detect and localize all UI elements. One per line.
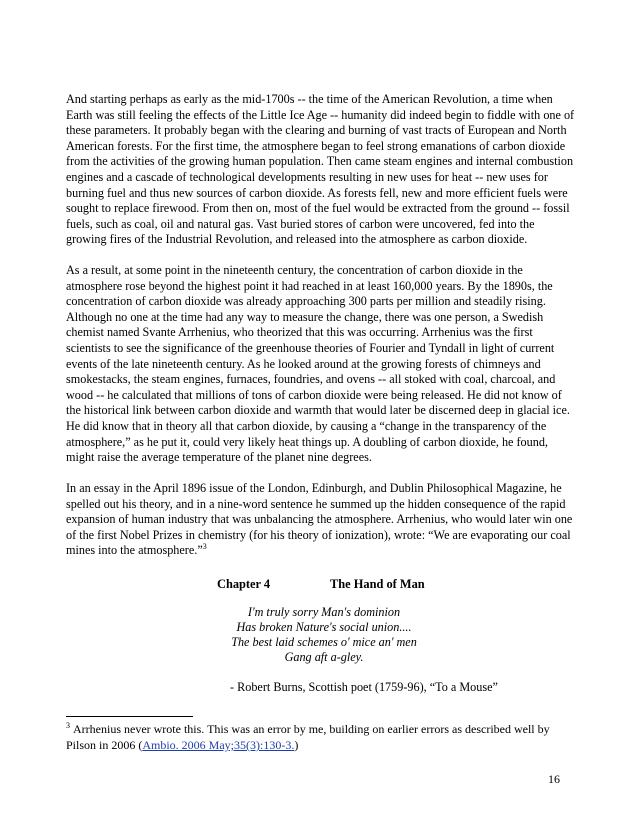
paragraph-text: In an essay in the April 1896 issue of the London, Edinburgh, and Dublin Philosophical Magazine, he spelled out his theory, and in a nine-word sentence he summed up the hidden consequence of the rapid expansion of human industry that was unbalancing the atmosphere. Arrhenius, who would later win one of the first Nobel Prizes in chemistry (for his theory of ionization), wrote: “We are evaporating our coal mines into the atmosphere.” [66,481,573,558]
paragraph-text: As a result, at some point in the nineteenth century, the concentration of carbon dioxide in the atmosphere rose beyond the highest point it had reached in at least 160,000 years. By the 1890s, the concentration of carbon dioxide was already approaching 300 parts per million and steadily rising. Although no one at the time had any way to measure the change, there was one person, a Swedish chemist named Svante Arrhenius, who theorized that this was occurring. Arrhenius was the first scientists to see the significance of the greenhouse theories of Fourier and Tyndall in light of current events of the late nineteenth century. As he looked around at the growing forests of chimneys and smokestacks, the steam engines, furnaces, foundries, and ovens -- all stoked with coal, charcoal, and wood -- he calculated that millions of tons of carbon dioxide were being released. He did not know of the historical link between carbon dioxide and warmth that would later be discerned deep in glacial ice. He did know that in theory all that carbon dioxide, by causing a “change in the transparency of the atmosphere,” as he put it, could very likely heat things up. A doubling of carbon dioxide, he found, might raise the average temperature of the planet nine degrees. [66,263,570,465]
poem-attribution: - Robert Burns, Scottish poet (1759-96), “To a Mouse” [230,680,498,694]
chapter-number: Chapter 4 [217,577,271,591]
footnote-separator [66,716,193,717]
poem-line: The best laid schemes o' mice an' men [231,635,417,649]
footnote-text: Arrhenius never wrote this. This was an error by me, building on earlier errors as described well by Pilson in 2006 ( [66,722,550,752]
footnote-closing: ) [294,738,299,752]
page-number: 16 [548,772,560,786]
poem-line: I'm truly sorry Man's dominion [247,605,401,619]
paragraph-text: And starting perhaps as early as the mid-1700s -- the time of the American Revolution, a time when Earth was still feeling the effects of the Little Ice Age -- humanity did indeed begin to fiddle with one of these parameters. It probably began with the clearing and burning of vast tracts of European and North American forests. For the first time, the atmosphere began to feel strong emanations of carbon dioxide from the activities of the growing human population. Then came steam engines and internal combustion engines and a cascade of technological developments resulting in new uses for heat -- new uses for burning fuel and thus new sources of carbon dioxide. As forests fell, new and more efficient fuels were sought to replace firewood. From then on, most of the fuel would be extracted from the ground -- fossil fuels, such as coal, oil and natural gas. Vast buried stores of carbon were uncovered, fed into the growing fires of the Industrial Revolution, and released into the atmosphere as carbon dioxide. [66,92,575,247]
body-paragraph-2 [66,263,576,466]
footnote [66,721,576,753]
epigraph-poem [0,605,638,665]
footnote-reference[interactable]: 3 [202,542,207,552]
body-paragraph-1 [66,92,576,248]
chapter-title: The Hand of Man [330,577,425,591]
citation-link[interactable]: Ambio. 2006 May;35(3):130-3. [142,738,295,752]
poem-line: Gang aft a-gley. [284,650,364,664]
footnote-marker: 3 [66,721,70,730]
poem-line: Has broken Nature's social union.... [236,620,412,634]
body-paragraph-3 [66,481,576,559]
